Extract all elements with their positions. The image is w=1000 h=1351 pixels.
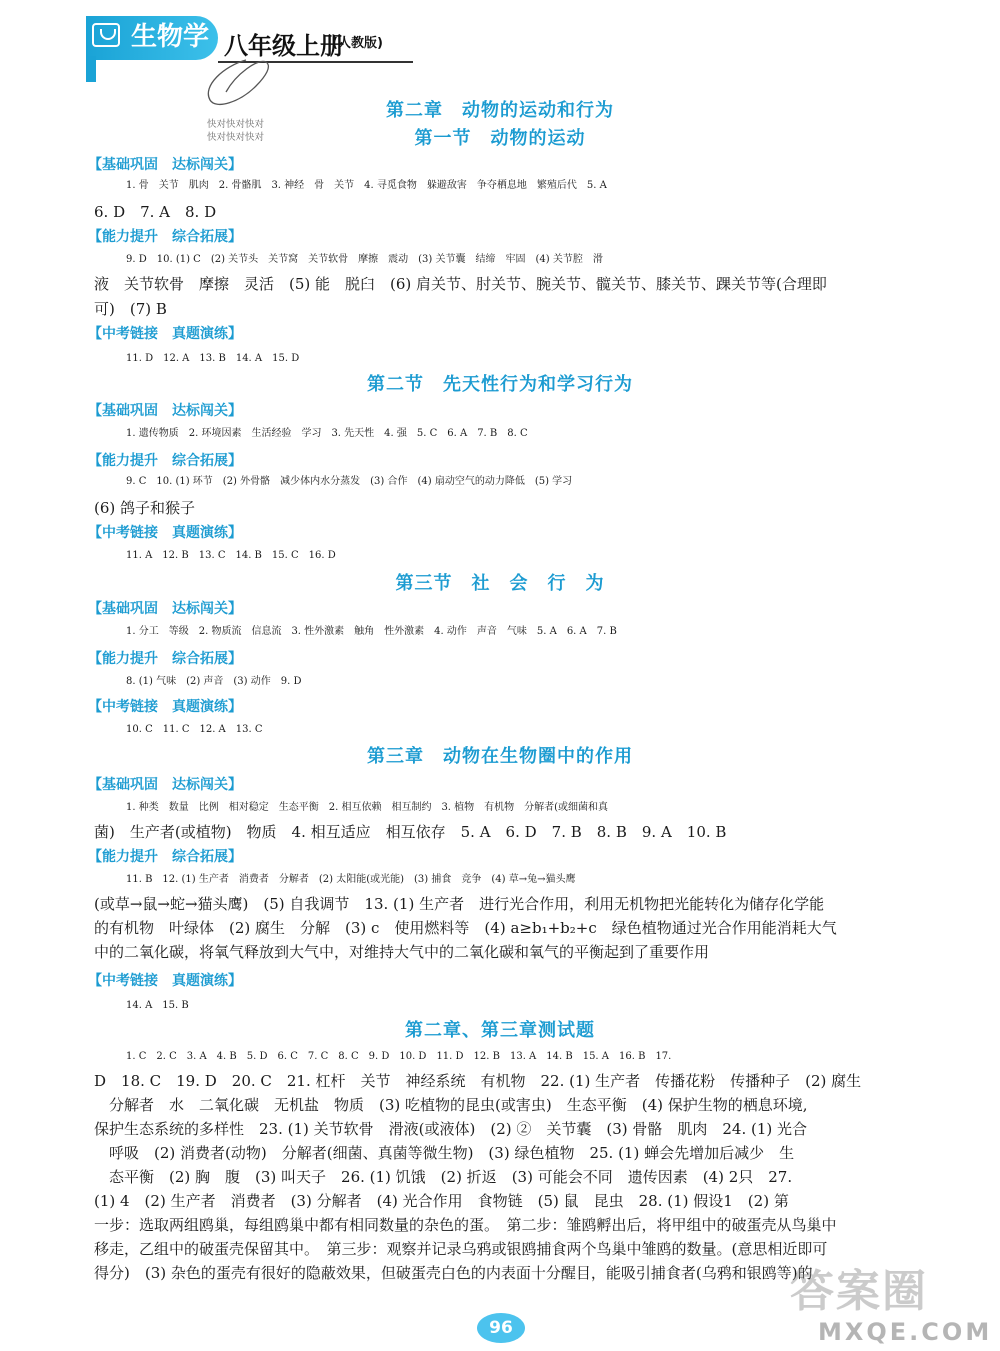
section-title: 第一节 动物的运动 <box>414 128 586 149</box>
section-tag: 【能力提升 综合拓展】 <box>88 229 242 245</box>
answer-line: 得分) (3) 杂色的蛋壳有很好的隐蔽效果，但破蛋壳白色的内表面十分醒目，能吸引捕食者(乌鸦和银鸥等)的 <box>94 1264 813 1282</box>
answer-line: 14. A 15. B <box>126 1000 189 1011</box>
answer-line: 可) (7) B <box>94 300 167 318</box>
section-tag: 【能力提升 综合拓展】 <box>88 849 242 865</box>
section-tag: 【基础巩固 达标闯关】 <box>88 157 242 173</box>
section-title: 第二章、第三章测试题 <box>405 1020 595 1041</box>
stamp-line: 快对快对快对 <box>207 119 265 130</box>
section-tag: 【中考链接 真题演练】 <box>88 699 242 715</box>
answer-line: 一步：选取两组鸥巢，每组鸥巢中都有相同数量的杂色的蛋。 第二步：雏鸥孵出后，将甲组中的破蛋壳从鸟巢中 <box>94 1216 837 1234</box>
section-tag: 【基础巩固 达标闯关】 <box>88 777 242 793</box>
answer-line: (1) 4 (2) 生产者 消费者 (3) 分解者 (4) 光合作用 食物链 (5) 鼠 昆虫 28. (1) 假设1 (2) 第 <box>94 1192 789 1210</box>
section-tag: 【中考链接 真题演练】 <box>88 525 242 541</box>
edition-label: (人教版) <box>332 36 383 51</box>
section-tag: 【基础巩固 达标闯关】 <box>88 403 242 419</box>
section-title: 第二章 动物的运动和行为 <box>386 100 614 121</box>
section-tag: 【中考链接 真题演练】 <box>88 326 242 342</box>
section-tag: 【能力提升 综合拓展】 <box>88 453 242 469</box>
answer-line: 1. 分工 等级 2. 物质流 信息流 3. 性外激素 触角 性外激素 4. 动作 声音 气味 5. A 6. A 7. B <box>126 626 617 637</box>
answer-line: 11. D 12. A 13. B 14. A 15. D <box>126 353 300 364</box>
section-tag: 【能力提升 综合拓展】 <box>88 651 242 667</box>
section-title: 第三章 动物在生物圈中的作用 <box>367 746 633 767</box>
answer-line: 的有机物 叶绿体 (2) 腐生 分解 (3) c 使用燃料等 (4) a≥b₁+b₂+c 绿色植物通过光合作用能消耗大气 <box>94 919 837 937</box>
answer-line: 1. C 2. C 3. A 4. B 5. D 6. C 7. C 8. C 9. D 10. D 11. D 12. B 13. A 14. B 15. A 16. B 17. <box>126 1051 672 1062</box>
section-title: 第三节 社 会 行 为 <box>395 573 605 594</box>
page-number: 96 <box>489 1318 513 1338</box>
answer-line: 菌) 生产者(或植物) 物质 4. 相互适应 相互依存 5. A 6. D 7. B 8. B 9. A 10. B <box>94 823 727 841</box>
answer-line: 11. B 12. (1) 生产者 消费者 分解者 (2) 太阳能(或光能) (3) 捕食 竞争 (4) 草→兔→猫头鹰 <box>126 874 576 885</box>
answer-line: 1. 种类 数量 比例 相对稳定 生态平衡 2. 相互依赖 相互制约 3. 植物 有机物 分解者(或细菌和真 <box>126 802 609 813</box>
stamp-line: 快对快对快对 <box>207 132 265 143</box>
subject-label: 生物学 <box>131 22 210 52</box>
answer-line: 移走，乙组中的破蛋壳保留其中。 第三步：观察并记录乌鸦或银鸥捕食两个鸟巢中雏鸥的数量。(意思相近即可 <box>94 1240 828 1258</box>
book-logo-icon <box>92 23 120 47</box>
section-tag: 【中考链接 真题演练】 <box>88 973 242 989</box>
answer-line: D 18. C 19. D 20. C 21. 杠杆 关节 神经系统 有机物 22. (1) 生产者 传播花粉 传播种子 (2) 腐生 <box>94 1072 862 1090</box>
answer-line: 9. C 10. (1) 环节 (2) 外骨骼 减少体内水分蒸发 (3) 合作 (4) 扇动空气的动力降低 (5) 学习 <box>126 476 573 487</box>
section-tag: 【基础巩固 达标闯关】 <box>88 601 242 617</box>
answer-line: 11. A 12. B 13. C 14. B 15. C 16. D <box>126 550 336 561</box>
answer-line: 分解者 水 二氧化碳 无机盐 物质 (3) 吃植物的昆虫(或害虫) 生态平衡 (4) 保护生物的栖息环境, <box>94 1096 808 1114</box>
section-title: 第二节 先天性行为和学习行为 <box>367 374 633 395</box>
answer-line: 中的二氧化碳，将氧气释放到大气中，对维持大气中的二氧化碳和氧气的平衡起到了重要作用 <box>94 943 710 961</box>
watermark-logo: 答案圈 <box>790 1266 928 1317</box>
answer-line: (6) 鸽子和猴子 <box>94 499 196 517</box>
answer-line: 9. D 10. (1) C (2) 关节头 关节窝 关节软骨 摩擦 震动 (3) 关节囊 结缔 牢固 (4) 关节腔 滑 <box>126 254 603 265</box>
answer-line: (或草→鼠→蛇→猫头鹰) (5) 自我调节 13. (1) 生产者 进行光合作用，利用无机物把光能转化为储存化学能 <box>94 895 825 913</box>
answer-line: 保护生态系统的多样性 23. (1) 关节软骨 滑液(或液体) (2) ② 关节囊 (3) 骨骼 肌肉 24. (1) 光合 <box>94 1120 808 1138</box>
header-banner-tail <box>86 56 96 82</box>
answer-line: 8. (1) 气味 (2) 声音 (3) 动作 9. D <box>126 676 302 687</box>
answer-line: 1. 遗传物质 2. 环境因素 生活经验 学习 3. 先天性 4. 强 5. C 6. A 7. B 8. C <box>126 428 528 439</box>
answer-line: 呼吸 (2) 消费者(动物) 分解者(细菌、真菌等微生物) (3) 绿色植物 25. (1) 蝉会先增加后减少 生 <box>94 1144 795 1162</box>
answer-line: 1. 骨 关节 肌肉 2. 骨骼肌 3. 神经 骨 关节 4. 寻觅食物 躲避敌害 争夺栖息地 繁殖后代 5. A <box>126 180 607 191</box>
watermark-url: MXQE.COM <box>818 1318 993 1346</box>
grade-label: 八年级上册 <box>224 32 344 60</box>
answer-line: 10. C 11. C 12. A 13. C <box>126 724 263 735</box>
answer-line: 液 关节软骨 摩擦 灵活 (5) 能 脱臼 (6) 肩关节、肘关节、腕关节、髋关节、膝关节、踝关节等(合理即 <box>94 275 827 293</box>
answer-line: 6. D 7. A 8. D <box>94 203 217 221</box>
answer-line: 态平衡 (2) 胸 腹 (3) 叫天子 26. (1) 饥饿 (2) 折返 (3) 可能会不同 遗传因素 (4) 2只 27. <box>94 1168 793 1186</box>
